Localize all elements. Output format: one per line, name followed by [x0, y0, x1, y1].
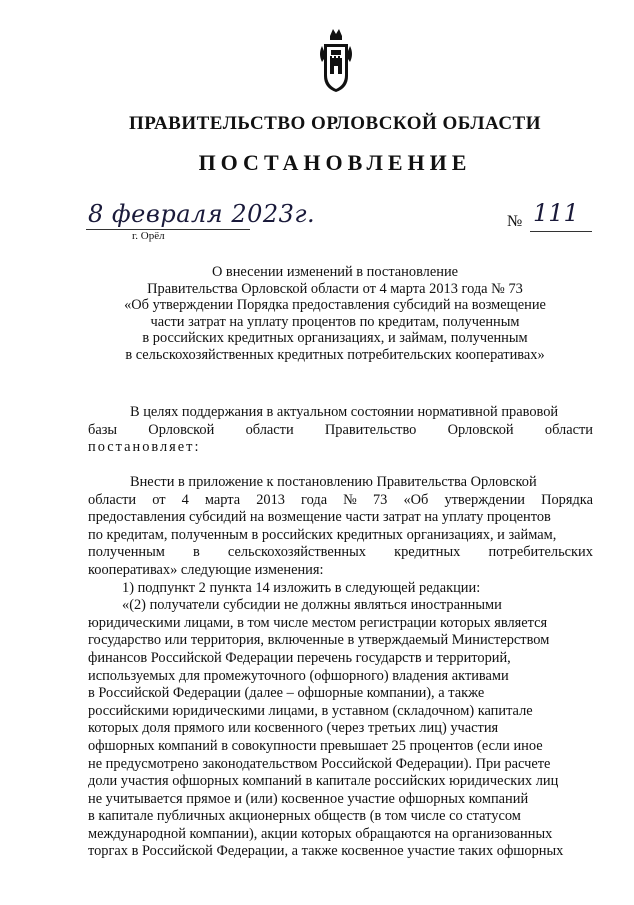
handwritten-date: 8 февраля 2023г. — [88, 200, 316, 228]
title-line: «Об утверждении Порядка предоставления субсидий на возмещение — [124, 297, 546, 314]
word: сельскохозяйственных — [227, 544, 366, 561]
body-line — [88, 544, 593, 562]
government-name: ПРАВИТЕЛЬСТВО ОРЛОВСКОЙ ОБЛАСТИ — [128, 113, 541, 134]
body-line: торгах в Российской Федерации, а также косвенное участие таких офшорных — [88, 843, 564, 860]
body-line: не учитывается прямое и (или) косвенное участие офшорных компаний — [88, 790, 529, 807]
coat-of-arms-emblem — [316, 26, 356, 96]
body-line: международной компании), акции которых обращаются на организованных — [88, 825, 553, 842]
word: года — [301, 491, 328, 508]
word: области — [544, 421, 593, 438]
document-type: ПОСТАНОВЛЕНИЕ — [198, 150, 472, 175]
word: потребительских — [488, 544, 593, 561]
body-line: финансов Российской Федерации перечень государств и территорий, — [88, 649, 511, 666]
word: в — [193, 544, 200, 561]
word: базы — [88, 421, 118, 438]
city-label: г. Орёл — [132, 230, 165, 242]
word: Орловской — [447, 421, 514, 438]
word: области — [88, 491, 137, 508]
body-line: офшорных компаний в совокупности превышает 25 процентов (если иное — [88, 737, 543, 754]
body-line: в Российской Федерации (далее – офшорные компании), а также — [88, 685, 485, 702]
title-line: в российских кредитных организациях, и займам, полученным — [142, 330, 528, 347]
title-line: части затрат на уплату процентов по кредитам, полученным — [150, 313, 520, 330]
main-text — [88, 474, 593, 861]
document-title — [0, 264, 634, 364]
body-line: юридическими лицами, в том числе местом регистрации которых является — [88, 614, 548, 631]
list-item-1: 1) подпункт 2 пункта 14 изложить в следующей редакции: — [122, 579, 481, 596]
word: от — [152, 491, 166, 508]
body-line: Внести в приложение к постановлению Правительства Орловской — [130, 474, 537, 490]
body-line — [88, 492, 593, 510]
word: полученным — [88, 544, 165, 561]
title-line: О внесении изменений в постановление — [211, 264, 459, 280]
preamble-line: постановляет: — [88, 439, 201, 456]
preamble — [88, 404, 593, 457]
word: области — [245, 421, 294, 438]
title-line: Правительства Орловской области от 4 марта 2013 года № 73 — [147, 280, 523, 297]
date-underline — [86, 229, 250, 230]
body-line: в капитале публичных акционерных обществ (в том числе со статусом — [88, 808, 521, 825]
word: 2013 — [256, 491, 285, 508]
preamble-line: В целях поддержания в актуальном состоянии нормативной правовой — [130, 404, 559, 420]
body-line: по кредитам, полученным в российских кредитных организациях, и займам, — [88, 526, 557, 543]
body-line: не предусмотрено законодательством Российской Федерации). При расчете — [88, 755, 551, 772]
body-line: доли участия офшорных компаний в капитале российских юридических лиц — [88, 773, 559, 790]
body-line: «(2) получатели субсидии не должны являться иностранными — [122, 597, 502, 614]
body-line: предоставления субсидий на возмещение части затрат на уплату процентов — [88, 509, 551, 526]
number-underline — [530, 231, 592, 232]
body-line: которых доля прямого или косвенного (через третьих лиц) участия — [88, 720, 499, 737]
number-label: № — [507, 213, 523, 230]
handwritten-number: 111 — [533, 199, 579, 227]
word: 4 — [181, 491, 189, 508]
word: № — [343, 491, 357, 508]
body-line: кооперативах» следующие изменения: — [88, 561, 324, 578]
word: «Об — [403, 491, 429, 508]
word: марта — [204, 491, 241, 508]
word: Орловской — [148, 421, 215, 438]
body-line: российскими юридическими лицами, в уставном (складочном) капитале — [88, 702, 533, 719]
word: кредитных — [394, 544, 461, 561]
word: Правительство — [324, 421, 417, 438]
body-line: используемых для промежуточного (офшорного) владения активами — [88, 667, 509, 684]
word: Порядка — [541, 491, 593, 508]
body-line: государство или территория, включенные в утверждаемый Министерством — [88, 632, 550, 649]
title-line: в сельскохозяйственных кредитных потребительских кооперативах» — [125, 346, 545, 363]
word: 73 — [372, 491, 388, 508]
preamble-line — [88, 422, 593, 440]
word: утверждении — [444, 491, 525, 508]
